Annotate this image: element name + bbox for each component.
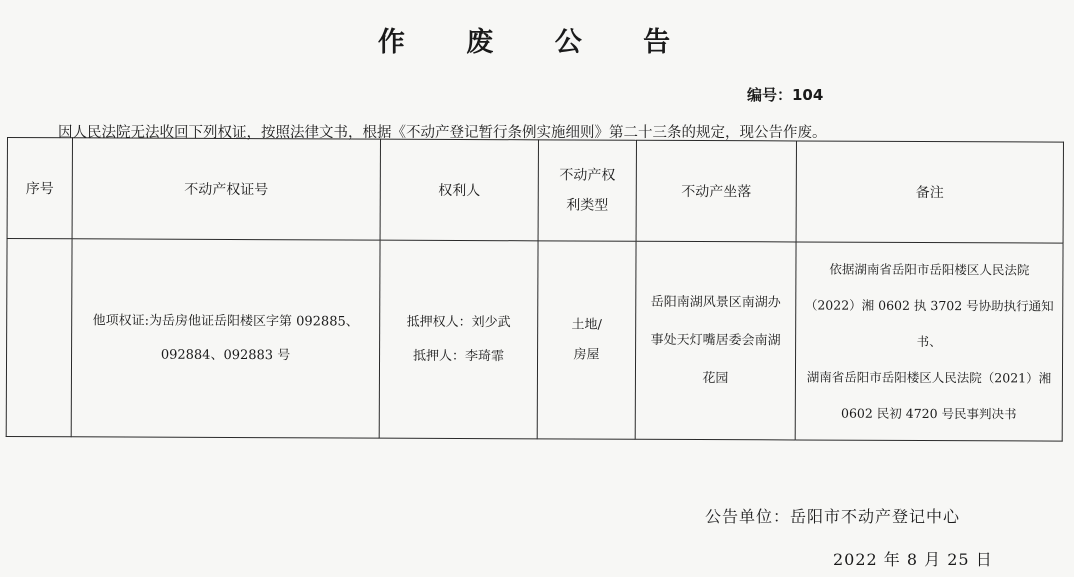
cell-owner bbox=[379, 240, 538, 439]
document-number: 编号：104 bbox=[747, 86, 824, 104]
cell-remarks-line2: （2022）湘 0602 执 3702 号协助执行通知书、 bbox=[804, 296, 1054, 349]
header-cert-no: 不动产权证号 bbox=[72, 138, 380, 240]
header-remarks: 备注 bbox=[796, 141, 1063, 243]
cell-location bbox=[635, 241, 796, 440]
intro-paragraph: 因人民法院无法收回下列权证，按照法律文书，根据《不动产登记暂行条例实施细则》第二十三条的规定，现公告作废。 bbox=[58, 125, 827, 141]
cell-remarks-line1: 依据湖南省岳阳市岳阳楼区人民法院 bbox=[829, 261, 1030, 277]
table-header-row bbox=[7, 138, 1063, 244]
header-right-type bbox=[538, 140, 636, 241]
header-seq: 序号 bbox=[7, 138, 72, 239]
issuing-unit: 公告单位：岳阳市不动产登记中心 bbox=[705, 507, 961, 526]
cell-right-type bbox=[537, 241, 636, 439]
cell-right-type-line1: 土地/ bbox=[571, 316, 602, 333]
cell-cert-no-line1: 他项权证:为岳房他证岳阳楼区字第 092885、 bbox=[92, 312, 359, 330]
table-row bbox=[6, 239, 1063, 442]
cell-location-line1: 岳阳南湖风景区南湖办 bbox=[650, 294, 781, 310]
notice-table bbox=[6, 137, 1064, 442]
cell-owner-mortgagee: 抵押权人：刘少武 bbox=[406, 314, 511, 330]
cell-owner-mortgagor: 抵押人：李琦霏 bbox=[413, 348, 505, 364]
cell-remarks bbox=[795, 242, 1063, 441]
cell-remarks-line3: 湖南省岳阳市岳阳楼区人民法院（2021）湘 bbox=[806, 368, 1052, 386]
header-right-type-line2: 利类型 bbox=[566, 197, 609, 214]
header-right-type-line1: 不动产权 bbox=[559, 167, 616, 184]
page-title: 作 废 公 告 bbox=[377, 27, 697, 58]
cell-remarks-line4: 0602 民初 4720 号民事判决书 bbox=[840, 405, 1017, 421]
cell-location-line2: 事处天灯嘴居委会南湖 bbox=[650, 332, 781, 348]
cell-right-type-line2: 房屋 bbox=[573, 346, 600, 363]
issue-date: 2022 年 8 月 25 日 bbox=[833, 550, 993, 569]
header-owner: 权利人 bbox=[380, 139, 538, 241]
cell-seq bbox=[6, 239, 72, 437]
header-location: 不动产坐落 bbox=[636, 140, 796, 242]
cell-cert-no bbox=[71, 239, 380, 438]
cell-cert-no-line2: 092884、092883 号 bbox=[160, 347, 291, 363]
cell-location-line3: 花园 bbox=[702, 370, 729, 386]
